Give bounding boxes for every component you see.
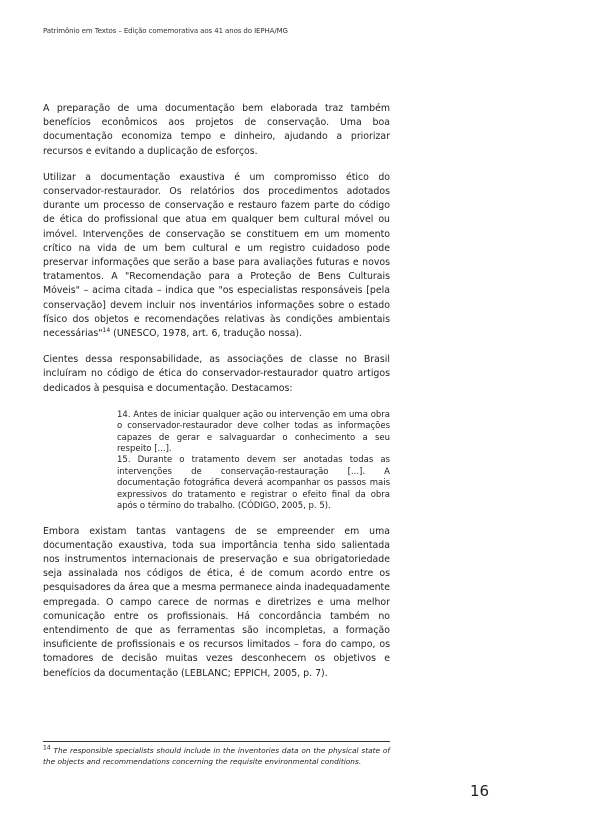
footnote [43,745,390,767]
quote-item-15: 15. Durante o tratamento devem ser anotadas todas as intervenções de conservação-restauração [...]. A documentação fotográfica deverá acompanhar os passos mais expressivos do tratamento e registrar o efeito final da obra após o término do trabalho. (CÓDIGO, 2005, p. 5). [117,455,390,512]
footnote-reference[interactable]: 14 [102,326,111,334]
paragraph-2 [43,171,390,341]
page-number: 16 [470,782,490,800]
main-content [43,102,390,693]
paragraph-1: A preparação de uma documentação bem elaborada traz também benefícios econômicos aos projetos de conservação. Uma boa documentação economiza tempo e dinheiro, ajudando a priorizar recursos e evitando a duplicação de esforços. [43,103,390,157]
footnote-divider [43,741,390,742]
footnote-mark: 14 [43,744,51,752]
quote-item-14: 14. Antes de iniciar qualquer ação ou intervenção em uma obra o conservador-restaurador deve colher todas as informações capazes de gerar e salvaguardar o conhecimento a seu respeito [...]. [117,409,390,455]
block-quote [117,410,390,513]
paragraph-3: Cientes dessa responsabilidade, as associações de classe no Brasil incluíram no código de ética do conservador-restaurador quatro artigos dedicados à pesquisa e documentação. Destacamos: [43,354,390,394]
paragraph-2-text: Utilizar a documentação exaustiva é um compromisso ético do conservador-restaurador. Os relatórios dos procedimentos adotados durante um processo de conservação e restauro fazem parte do código de ética do profissional que atua em qualquer bem cultural móvel ou imóvel. Intervenções de conservação se constituem em um momento crítico na vida de um bem cultural e um registro cuidadoso pode preservar informações que serão a base para avaliações futuras e novos tratamentos. A "Recomendação para a Proteção de Bens Culturais Móveis" – acima citada – indica que "os especialistas responsáveis [pela conservação] devem incluir nos inventários informações sobre o estado físico dos objetos e recomendações relativas às condições ambientais necessárias" [43,171,390,340]
running-header: Patrimônio em Textos – Edição comemorativa aos 41 anos do IEPHA/MG [43,27,288,35]
paragraph-4: Embora existam tantas vantagens de se empreender em uma documentação exaustiva, toda sua importância tenha sido salientada nos instrumentos internacionais de preservação e sua obrigatoriedade seja assinalada nos códigos de ética, é de comum acordo entre os pesquisadores da área que a mesma permanece ainda inadequadamente empregada. O campo carece de normas e diretrizes e uma melhor comunicação entre os profissionais. Há concordância também no entendimento de que as ferramentas são incompletas, a formação insuficiente de profissionais e os recursos limitados – fora do campo, os tomadores de decisão muitas vezes desconhecem os objetivos e benefícios da documentação (LEBLANC; EPPICH, 2005, p. 7). [43,525,390,679]
paragraph-2-citation: (UNESCO, 1978, art. 6, tradução nossa). [110,328,303,340]
footnote-text: The responsible specialists should include in the inventories data on the physical state of the objects and recommendations concerning the requisite environmental conditions. [43,746,390,766]
